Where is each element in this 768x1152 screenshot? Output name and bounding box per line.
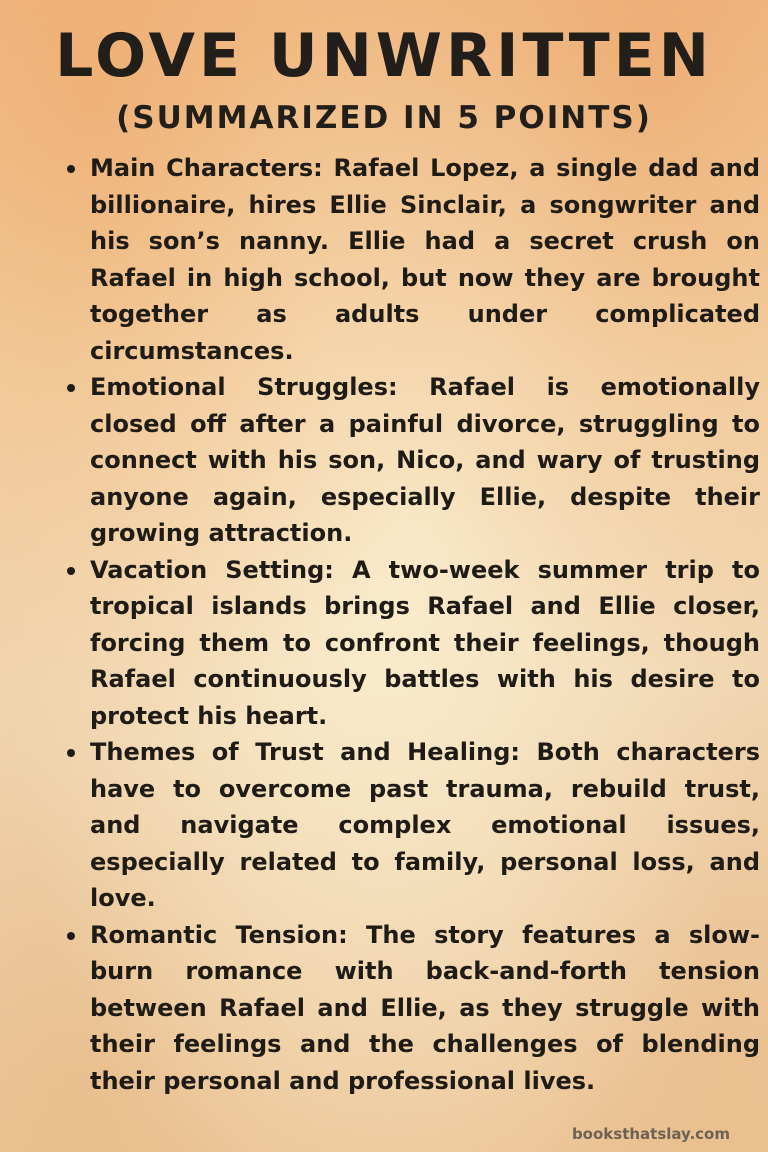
bullet-icon (67, 567, 75, 575)
summary-point-text: Romantic Tension: The story features a slow-burn romance with back-and-forth tension between Rafael and Ellie, as they struggle with their feelings and the challenges of blending their personal and professional lives. (90, 920, 760, 1095)
summary-points-list (60, 150, 760, 1099)
bullet-icon (67, 384, 75, 392)
summary-point-vacation-setting (90, 552, 760, 735)
summary-point-main-characters (90, 150, 760, 369)
summary-point-emotional-struggles (90, 369, 760, 552)
summary-point-text: Main Characters: Rafael Lopez, a single dad and billionaire, hires Ellie Sinclair, a songwriter and his son’s nanny. Ellie had a secret crush on Rafael in high school, but now they are brought together as adults under complicated circumstances. (90, 154, 760, 365)
summary-point-text: Themes of Trust and Healing: Both characters have to overcome past trauma, rebuild trust, and navigate complex emotional issues, especially related to family, personal loss, and love. (90, 738, 760, 912)
summary-point-text: Emotional Struggles: Rafael is emotionally closed off after a painful divorce, struggling to connect with his son, Nico, and wary of trusting anyone again, especially Ellie, despite their growing attraction. (90, 373, 760, 547)
bullet-icon (67, 749, 75, 757)
bullet-icon (67, 165, 75, 173)
summary-point-themes (90, 734, 760, 917)
page-subtitle: (SUMMARIZED IN 5 POINTS) (116, 100, 652, 136)
bullet-icon (67, 932, 75, 940)
summary-point-romantic-tension (90, 917, 760, 1100)
site-watermark: booksthatslay.com (571, 1125, 730, 1143)
summary-point-text: Vacation Setting: A two-week summer trip to tropical islands brings Rafael and Ellie closer, forcing them to confront their feelings, though Rafael continuously battles with his desire to protect his heart. (90, 555, 760, 730)
page-title: LOVE UNWRITTEN (55, 21, 713, 91)
